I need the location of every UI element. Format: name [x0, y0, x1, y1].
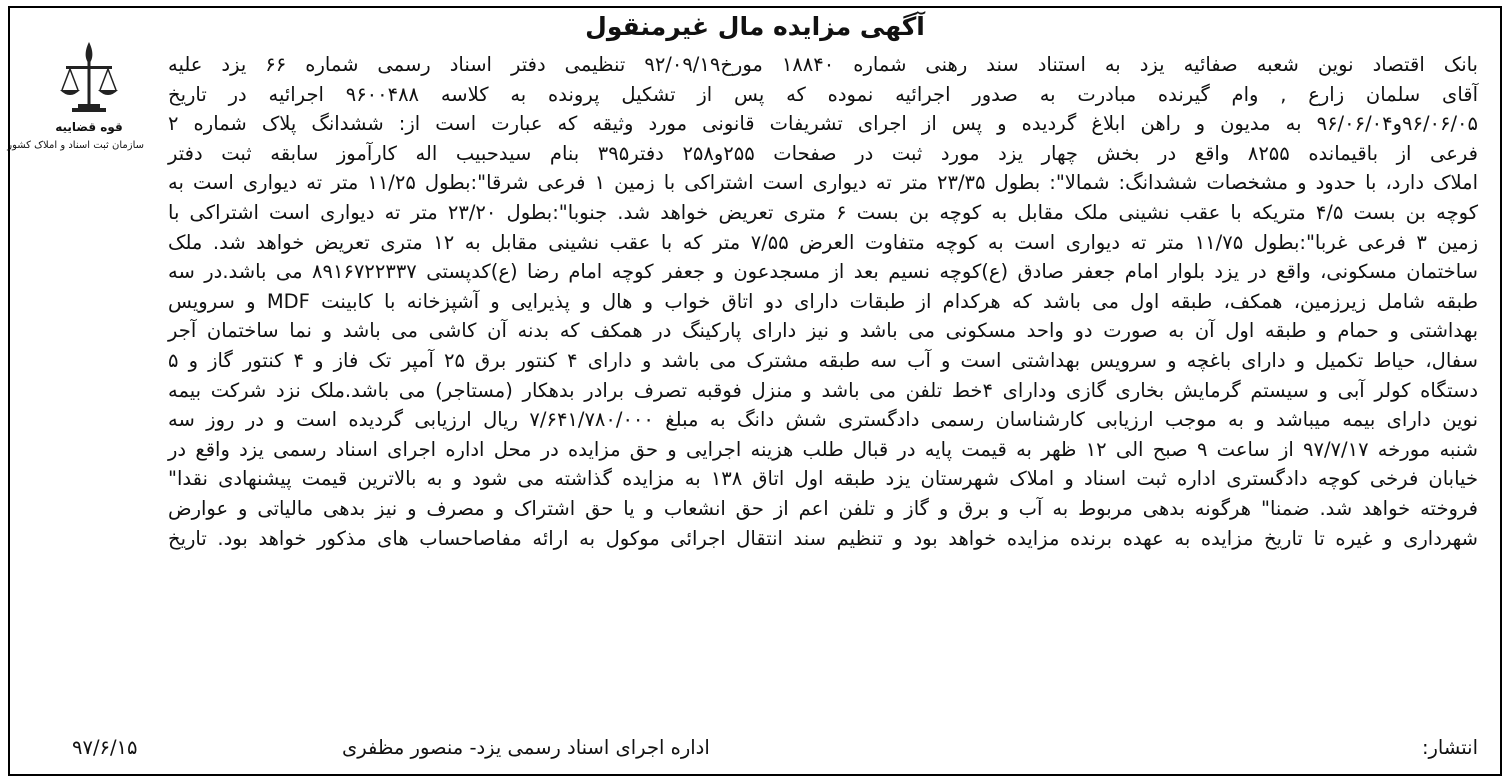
body-line: خیابان فرخی کوچه دادگستری اداره ثبت اسناد و املاک شهرستان یزد طبقه اول اتاق ۱۳۸ به مزایده گذاشته می شود و به بالاترین قیمت پیشنهادی نقدا" — [168, 467, 1478, 491]
body-line: طبقه شامل زیرزمین، همکف، طبقه اول می باشد که هرکدام از طبقات دارای دو اتاق خواب و هال و پذیرایی و آشپزخانه با کابینت MDF و سرویس — [168, 289, 1478, 313]
iran-emblem-scales-icon — [54, 38, 124, 118]
body-line: دستگاه کولر آبی و سیستم گرمایش بخاری گازی ودارای ۴خط تلفن می باشد و منزل فوقبه تصرف برادر بدهکار (مستاجر) می باشد.ملک نزد شرکت بیمه — [168, 378, 1479, 402]
body-line: فروخته خواهد شد. ضمنا" هرگونه بدهی مربوط به آب و برق و گاز و تلفن اعم از حق انشعاب و یا حق اشتراک و مصرف و نیز بدهی مالیاتی و عوارض — [168, 496, 1478, 520]
body-line: شهرداری و غیره تا تاریخ مزایده به عهده برنده مزایده خواهد بود و تنظیم سند انتقال اجرائی موکول به ارائه مفاصاحساب های مذکور خواهد بود. تاریخ — [168, 526, 1478, 550]
auction-notice — [8, 6, 1502, 776]
publish-date: ۹۷/۶/۱۵ — [72, 736, 138, 759]
judiciary-logo — [7, 38, 144, 188]
issuing-office: اداره اجرای اسناد رسمی یزد- منصور مظفری — [342, 736, 710, 759]
body-line: املاک دارد، با حدود و مشخصات ششدانگ: شمالا": بطول ۲۳/۳۵ متر ته دیواری است اشتراکی با زمین ۱ فرعی شرقا":بطول ۱۱/۲۵ متر ته دیواری است به — [168, 171, 1479, 195]
body-line: بهداشتی و حمام و طبقه اول آن به صورت دو واحد مسکونی می باشد و نیز دارای پارکینگ در همکف که بدنه آن کاشی می باشد و نما ساختمان آجر — [168, 319, 1478, 343]
body-line: بانک اقتصاد نوین شعبه صفائیه یزد به استناد سند رهنی شماره ۱۸۸۴۰ مورخ۹۲/۰۹/۱۹ تنظیمی دفتر اسناد رسمی شماره ۶۶ یزد علیه — [168, 53, 1478, 76]
body-line: نوین دارای بیمه میباشد و به موجب ارزیابی کارشناسان رسمی دادگستری شش دانگ به مبلغ ۷/۶۴۱/۷۸۰/۰۰۰ ریال ارزیابی گردیده است و در روز سه — [168, 408, 1478, 432]
body-line: شنبه مورخه ۹۷/۷/۱۷ از ساعت ۹ صبح الی ۱۲ ظهر به قیمت پایه در قبال طلب هزینه اجرایی و حق مزایده در محل اداره اجرای اسناد رسمی یزد واقع در — [168, 437, 1479, 461]
body-line: آقای سلمان زارع , وام گیرنده مبادرت به صدور اجرائیه نموده که پس از تشکیل پرونده به کلاسه ۹۶۰۰۴۸۸ اجرائیه در تاریخ — [168, 82, 1478, 106]
logo-caption-judiciary: قوه قضاییه — [55, 120, 123, 134]
body-line: ۹۶/۰۶/۰۵و۹۶/۰۶/۰۴ به مدیون و راهن ابلاغ گردیده و پس از اجرای تشریفات قانونی مورد وثیقه که عبارت است از: ششدانگ پلاک شماره ۲ — [168, 112, 1478, 136]
notice-footer — [32, 736, 1478, 766]
body-line: ساختمان مسکونی، واقع در یزد بلوار امام جعفر صادق (ع)کوچه نسیم بعد از مسجدعون و جعفر کوچه امام رضا (ع)کدپستی ۸۹۱۶۷۲۲۳۳۷ می باشد.در سه — [168, 260, 1478, 284]
notice-title: آگهی مزایده مال غیرمنقول — [585, 12, 925, 41]
body-line: فرعی از باقیمانده ۸۲۵۵ واقع در بخش چهار یزد مورد ثبت در صفحات ۲۵۵و۲۵۸ دفتر۳۹۵ بنام سیدحبیب اله کارآموز سابقه ثبت دفتر — [168, 141, 1478, 165]
logo-caption-registry: سازمان ثبت اسناد و املاک کشور — [7, 140, 144, 151]
publish-label: انتشار: — [1421, 736, 1478, 759]
body-line: سفال، حیاط تکمیل و دارای باغچه و سرویس بهداشتی است و آب سه طبقه مشترک می باشد و دارای ۴ کنتور برق ۲۵ آمپر تک فاز و ۴ کنتور گاز و ۵ — [168, 348, 1478, 372]
notice-body — [168, 50, 1478, 553]
body-line: کوچه بن بست ۴/۵ متریکه با عقب نشینی ملک مقابل به کوچه بن بست ۶ متری تعریض خواهد شد. جنوبا":بطول ۲۳/۲۰ متر ته دیواری است اشتراکی با — [168, 200, 1478, 224]
body-line: زمین ۳ فرعی غربا":بطول ۱۱/۷۵ متر ته دیواری است به کوچه متفاوت العرض ۷/۵۵ متر که با عقب نشینی مقابل به ۱۲ متری تعریض خواهد شد. ملک — [168, 230, 1478, 254]
